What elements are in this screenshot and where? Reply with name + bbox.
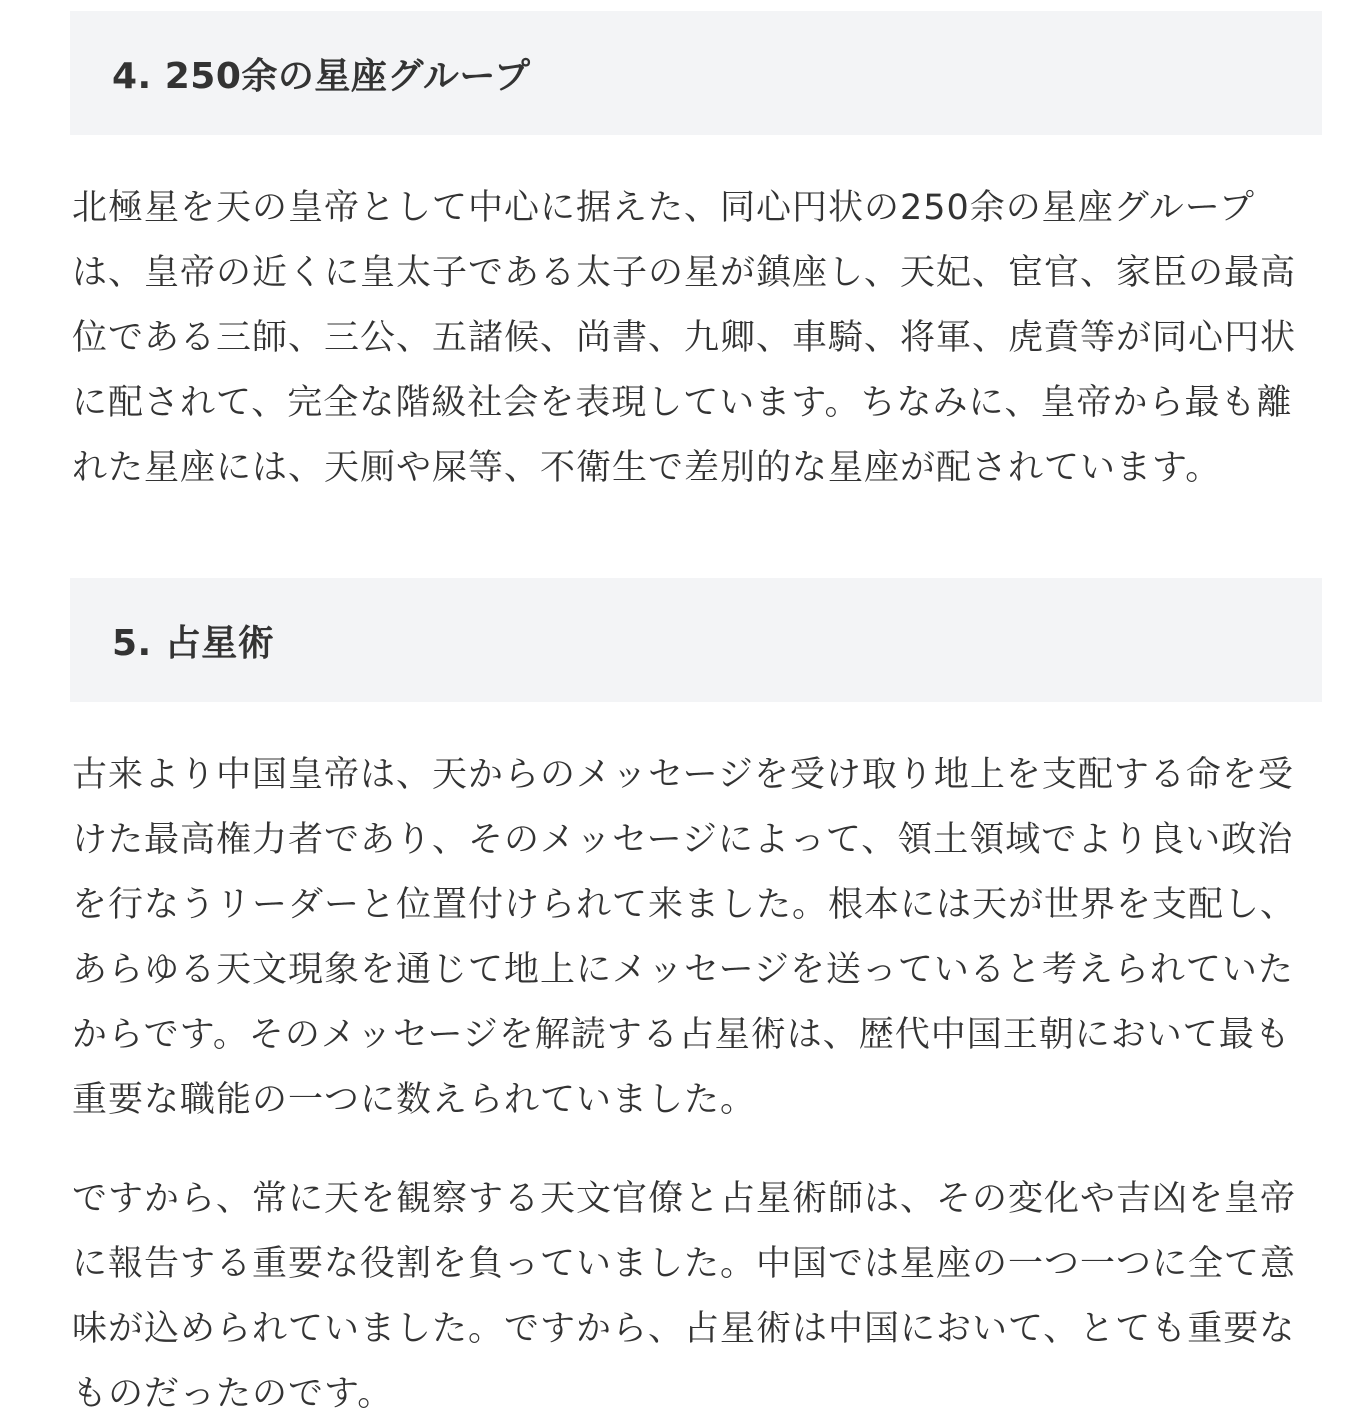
section-4-heading: 4. 250余の星座グループ [112,55,531,97]
paragraph-line: 味が込められていました。ですから、占星術は中国において、とても重要な [72,1309,1296,1349]
paragraph-line: は、皇帝の近くに皇太子である太子の星が鎮座し、天妃、宦官、家臣の最高 [72,253,1297,293]
section-5-heading: 5. 占星術 [112,622,275,664]
paragraph-line: からです。そのメッセージを解読する占星術は、歴代中国王朝において最も [72,1015,1291,1055]
section-5-paragraph-2 [72,1167,1312,1427]
section-5-paragraph-1 [72,743,1312,1133]
paragraph-line: を行なうリーダーと位置付けられて来ました。根本には天が世界を支配し、 [72,885,1297,925]
paragraph-line: 重要な職能の一つに数えられていました。 [72,1080,757,1120]
paragraph-line: ですから、常に天を観察する天文官僚と占星術師は、その変化や吉凶を皇帝 [72,1179,1297,1219]
paragraph-line: 位である三師、三公、五諸候、尚書、九卿、車騎、将軍、虎賁等が同心円状 [72,318,1297,358]
paragraph-line: 古来より中国皇帝は、天からのメッセージを受け取り地上を支配する命を受 [72,755,1294,795]
paragraph-line: に配されて、完全な階級社会を表現しています。ちなみに、皇帝から最も離 [72,383,1293,423]
paragraph-line: ものだったのです。 [72,1374,394,1414]
paragraph-line: けた最高権力者であり、そのメッセージによって、領土領域でより良い政治 [72,820,1294,860]
paragraph-line: あらゆる天文現象を通じて地上にメッセージを送っていると考えられていた [72,950,1294,990]
section-4-heading-box [70,11,1322,135]
paragraph-line: に報告する重要な役割を負っていました。中国では星座の一つ一つに全て意 [72,1244,1297,1284]
paragraph-line: 北極星を天の皇帝として中心に据えた、同心円状の250余の星座グループ [72,188,1256,228]
section-4-paragraph [72,176,1312,501]
paragraph-line: れた星座には、天厠や屎等、不衛生で差別的な星座が配されています。 [72,448,1222,488]
section-5-heading-box [70,578,1322,702]
